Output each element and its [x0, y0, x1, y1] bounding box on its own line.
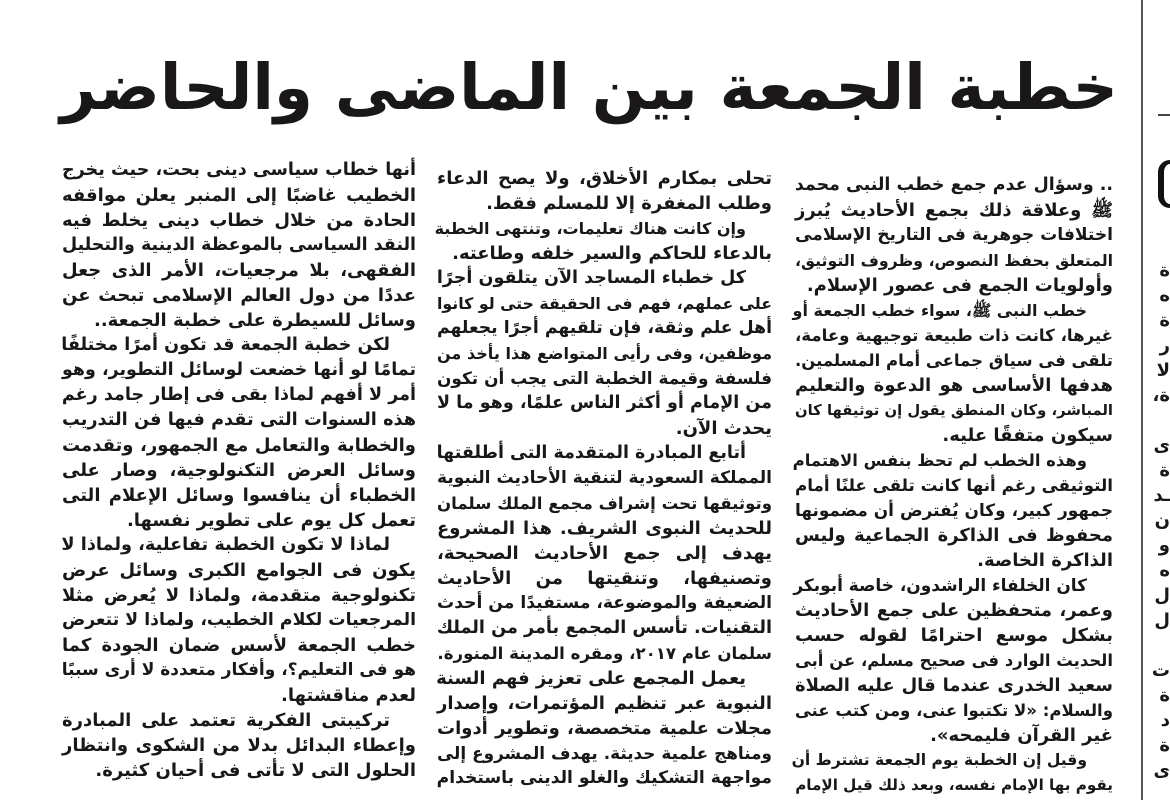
text-line: يحدث الآن.	[675, 418, 772, 439]
paragraph	[62, 158, 416, 333]
text-line: وتوثيقها تحت إشراف مجمع الملك سلمان	[437, 494, 772, 513]
fragment-line: ة	[1159, 310, 1170, 331]
text-line: جمهور كبير، وكان يُفترض أن مضمونها	[795, 500, 1113, 520]
text-line: محفوظ فى الذاكرة الجماعية وليس	[795, 525, 1113, 546]
fragment-line: و	[1158, 535, 1170, 556]
article-column-middle	[434, 166, 772, 791]
text-line: هدفها الأساسى هو الدعوة والتعليم	[795, 375, 1113, 396]
paragraph	[795, 573, 1113, 748]
text-line: وإعطاء البدائل بدلا من الشكوى وانتظار	[62, 735, 416, 756]
text-line: تلقى فى سياق جماعى أمام المسلمين.	[795, 351, 1113, 370]
fragment-line: ل	[1154, 585, 1170, 606]
text-line: النقد السياسى بالموعظة الدينية والتحليل	[62, 235, 416, 255]
text-line: .. وسؤال عدم جمع خطب النبى محمد	[794, 175, 1113, 195]
text-line: وعمر، متحفظين على جمع الأحاديث	[795, 600, 1113, 621]
paragraph	[437, 441, 772, 666]
text-line: فلسفة وقيمة الخطبة التى يجب أن تكون	[437, 368, 772, 388]
article-column-left	[62, 158, 416, 783]
fragment-line	[1148, 633, 1170, 658]
text-line: المتعلق بحفظ النصوص، وظروف التوثيق،	[795, 251, 1113, 270]
text-line: كل خطباء المساجد الآن يتلقون أجرًا	[436, 268, 746, 288]
paragraph	[62, 533, 416, 708]
text-line: الذاكرة الخاصة.	[977, 550, 1113, 571]
fragment-line: ن	[1154, 510, 1170, 531]
text-line: وإن كانت هناك تعليمات، وتنتهى الخطبة	[434, 219, 746, 238]
fragment-line: ى	[1153, 760, 1170, 781]
fragment-line: ة	[1159, 735, 1170, 756]
text-line: سيكون متفقًا عليه.	[942, 425, 1113, 446]
text-line: أتابع المبادرة المتقدمة التى أطلقتها	[436, 443, 746, 463]
text-line: المباشر، وكان المنطق يقول إن توثيقها كان	[795, 402, 1113, 419]
text-line: والخطابة والتعامل مع الجمهور، وتقدمت	[62, 435, 416, 456]
text-line: المملكة السعودية لتنقية الأحاديث النبوية	[437, 468, 772, 488]
text-line: من الإمام أو أكثر الناس علمًا، وهو ما لا	[437, 393, 772, 413]
fragment-line: ة	[1159, 460, 1170, 481]
paragraph	[437, 166, 772, 216]
text-line: اختلافات جوهرية فى التاريخ الإسلامى	[795, 225, 1113, 245]
text-line: والسلام: «لا تكتبوا عنى، ومن كتب عنى	[794, 701, 1113, 720]
text-line: التقنيات. تأسس المجمع بأمر من الملك	[436, 618, 772, 638]
text-line: يهدف إلى جمع الأحاديث الصحيحة،	[437, 543, 772, 564]
text-line: أهل علم وثقة، فإن تلقيهم أجرًا يجعلهم	[437, 318, 772, 338]
fragment-line: ه	[1159, 560, 1170, 581]
text-line: سلمان عام ٢٠١٧، ومقره المدينة المنورة.	[437, 644, 772, 663]
text-line: وأولويات الجمع فى عصور الإسلام.	[806, 275, 1113, 296]
text-line: تعمل كل يوم على تطوير نفسها.	[126, 510, 416, 531]
text-line: النبوية عبر تنظيم المؤتمرات، وإصدار	[437, 693, 772, 714]
text-line: التوثيقى رغم أنها كانت تلقى علنًا أمام	[795, 475, 1113, 495]
section-rule	[1158, 114, 1170, 116]
text-line: وتصنيفها، وتنقيتها من الأحاديث	[437, 568, 772, 589]
fragment-line: ه	[1159, 285, 1170, 306]
text-line: المرجعيات لكلام الخطيب، ولماذا لا تتعرض	[62, 610, 416, 630]
fragment-line: ة،	[1152, 385, 1170, 406]
paragraph	[792, 448, 1113, 573]
paragraph	[791, 748, 1113, 798]
fragment-line: لا	[1156, 360, 1170, 381]
fragment-line: ر	[1159, 335, 1170, 356]
text-line: سعيد الخدرى عندما قال عليه الصلاة	[795, 675, 1113, 696]
paragraph	[437, 266, 772, 441]
text-line: للحديث النبوى الشريف. هذا المشروع	[437, 518, 772, 539]
adjacent-article-fragment	[1148, 258, 1170, 783]
text-line: غير القرآن فليمحه».	[930, 725, 1113, 746]
text-line: بالدعاء للحاكم والسير خلفه وطاعته.	[452, 243, 772, 264]
adjacent-article-graphic	[1158, 160, 1170, 208]
text-line: وسائل العرض التكنولوجية، وصار على	[62, 460, 416, 481]
text-line: بشكل موسع احترامًا لقوله حسب	[795, 625, 1113, 646]
fragment-line: ـد	[1153, 485, 1170, 506]
text-line: الضعيفة والموضوعة، مستفيدًا من أحدث	[437, 593, 772, 613]
text-line: الخطباء أن ينافسوا وسائل الإعلام التى	[62, 485, 416, 506]
text-line: يكون فى الجوامع الكبرى وسائل عرض	[62, 560, 416, 581]
text-line: لكن خطبة الجمعة قد تكون أمرًا مختلفًا	[61, 335, 390, 355]
fragment-line: ة	[1159, 685, 1170, 706]
text-line: كان الخلفاء الراشدون، خاصة أبوبكر	[793, 575, 1087, 595]
paragraph	[437, 666, 772, 791]
text-line: غيرها، كانت ذات طبيعة توجيهية وعامة،	[795, 326, 1113, 345]
text-line: ومناهج علمية حديثة. يهدف المشروع إلى	[437, 743, 772, 763]
text-line: مواجهة التشكيك والغلو الدينى باستخدام	[436, 768, 772, 788]
text-line: يعمل المجمع على تعزيز فهم السنة	[436, 668, 746, 689]
fragment-line: د	[1160, 710, 1170, 731]
text-line: وهذه الخطب لم تحظ بنفس الاهتمام	[792, 451, 1087, 470]
text-line: الحلول التى لا تأتى فى أحيان كثيرة.	[95, 760, 416, 781]
text-line: لماذا لا تكون الخطبة تفاعلية، ولماذا لا	[61, 535, 390, 555]
paragraph	[795, 173, 1113, 298]
paragraph	[62, 708, 416, 783]
fragment-line	[1148, 408, 1170, 433]
paragraph	[62, 333, 416, 533]
text-line: خطب الجمعة لأسس ضمان الجودة كما	[62, 635, 416, 656]
text-line: لعدم مناقشتها.	[281, 685, 416, 706]
text-line: عددًا من دول العالم الإسلامى تبحث عن	[62, 285, 416, 306]
text-line: تمامًا لو أنها خضعت لوسائل التطوير، وهو	[62, 360, 416, 380]
text-line: على عملهم، فهم فى الحقيقة حتى لو كانوا	[437, 294, 772, 313]
text-line: وسائل للسيطرة على خطبة الجمعة..	[93, 310, 416, 331]
text-line: الحادة من خلال خطاب دينى يخلط فيه	[62, 210, 416, 231]
text-line: وقيل إن الخطبة يوم الجمعة تشترط أن	[791, 751, 1087, 769]
fragment-line: ة	[1159, 260, 1170, 281]
column-divider	[1141, 0, 1143, 800]
text-line: تركيبتى الفكرية تعتمد على المبادرة	[62, 710, 390, 731]
fragment-line: ل	[1154, 610, 1170, 631]
article-column-right	[791, 173, 1113, 798]
text-line: تكنولوجية متقدمة، ولماذا لا يُعرض مثلا	[62, 585, 416, 606]
text-line: أمر لا أفهم لماذا بقى فى إطار جامد رغم	[61, 385, 416, 405]
paragraph	[434, 216, 772, 266]
fragment-line: ت	[1151, 660, 1170, 681]
text-line: الحديث الوارد فى صحيح مسلم، عن أبى	[795, 651, 1113, 670]
paragraph	[792, 298, 1113, 448]
text-line: ﷺ وعلاقة ذلك بجمع الأحاديث يُبرز	[795, 200, 1113, 221]
text-line: هو فى التعليم؟، وأفكار متعددة لا أرى سببًا	[61, 660, 416, 680]
article-headline	[60, 28, 1118, 148]
headline-text: خطبة الجمعة بين الماضى والحاضر	[60, 51, 1118, 124]
text-line: أنها خطاب سياسى دينى بحت، حيث يخرج	[62, 160, 416, 180]
text-line: خطب النبى ﷺ، سواء خطب الجمعة أو	[792, 301, 1087, 320]
text-line: مجلات علمية متخصصة، وتطوير أدوات	[437, 718, 772, 739]
text-line: تحلى بمكارم الأخلاق، ولا يصح الدعاء	[437, 168, 772, 189]
text-line: وطلب المغفرة إلا للمسلم فقط.	[486, 193, 772, 214]
text-line: موظفين، وفى رأيى المتواضع هذا يأخذ من	[437, 344, 772, 363]
text-line: هذه السنوات التى تقدم فيها فن التدريب	[62, 410, 416, 430]
fragment-line: ى	[1153, 435, 1170, 456]
text-line: يقوم بها الإمام نفسه، وبعد ذلك قيل الإمام	[795, 776, 1113, 794]
text-line: الفقهى، بلا مرجعيات، الأمر الذى جعل	[62, 260, 416, 281]
text-line: الخطيب غاضبًا إلى المنبر يعلن مواقفه	[62, 185, 416, 206]
